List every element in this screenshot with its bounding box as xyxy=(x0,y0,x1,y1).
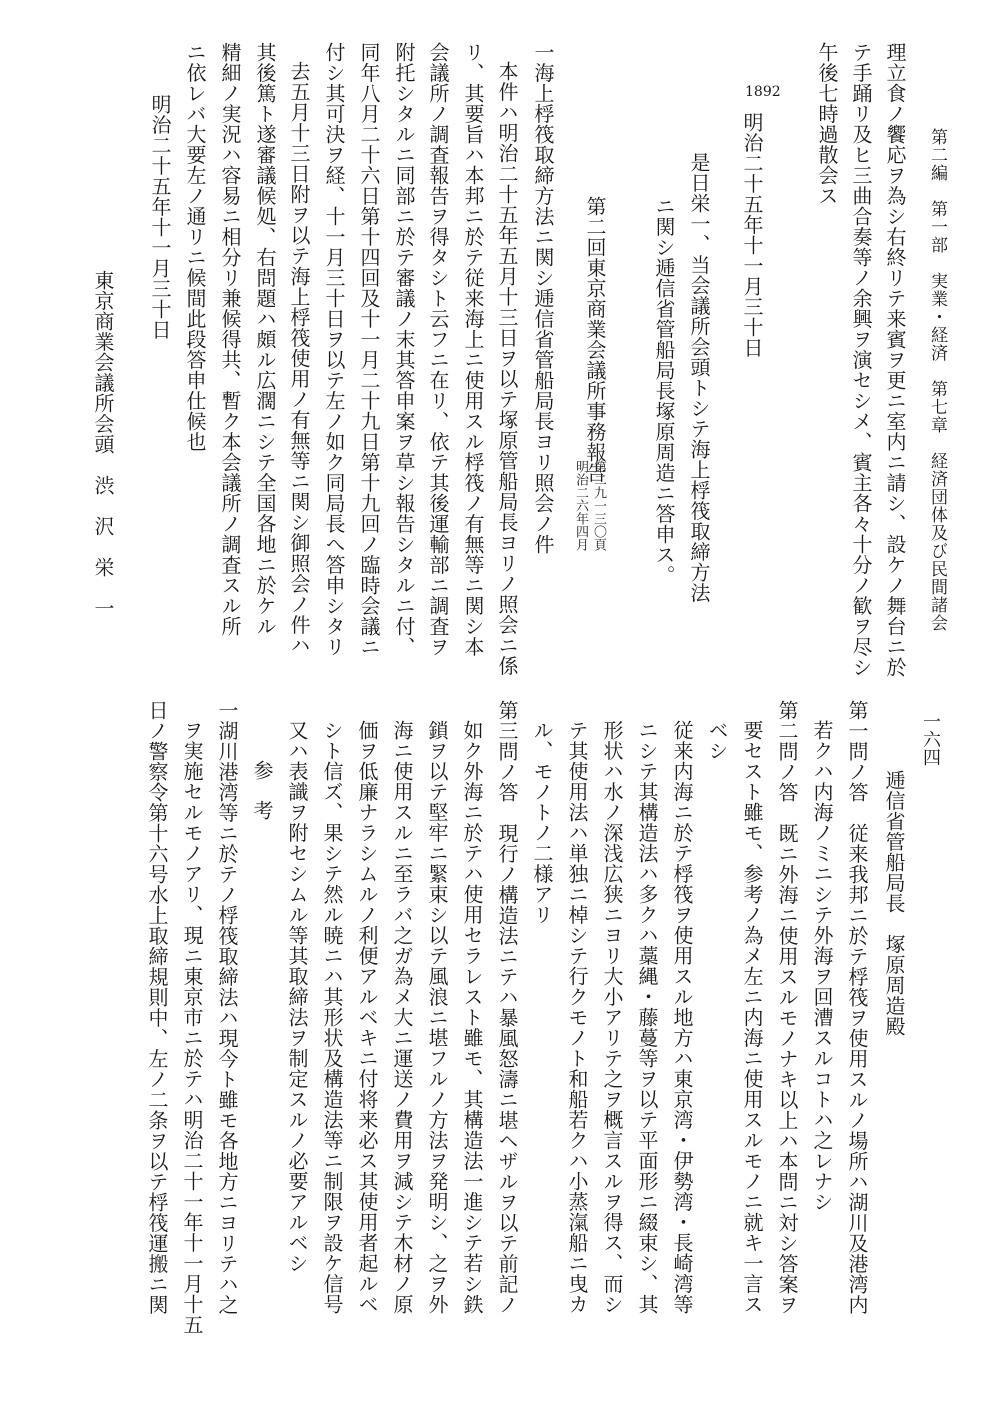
text-line: ニシテ其構造法ハ多クハ藁縄・藤蔓等ヲ以テ平面形ニ綴束シ、其 xyxy=(635,720,659,1315)
text-line: リ、其要旨ハ本邦ニ於テ従来海上ニ使用スル桴筏ノ有無等ニ関シ本 xyxy=(461,42,485,657)
text-line: ル、モノトノ二様アリ xyxy=(530,720,554,925)
text-line: ニ依レバ大要左ノ通リニ候間此段答申仕候也 xyxy=(183,42,207,452)
text-line: 本件ハ明治二十五年五月十三日ヲ以テ塚原管船局長ヨリノ照会ニ係 xyxy=(495,61,519,676)
text-line: テ手踊リ及ヒ三曲合奏等ノ余興ヲ演セシメ、賓主各々十分ノ歓ヲ尽シ xyxy=(849,42,873,678)
text-line: 其後篤ト遂審議候処、右問題ハ頗ル広濶ニシテ全国各地ニ於ケル xyxy=(253,42,277,637)
text-line: 会議所ノ調査報告ヲ得タシト云フニ在リ、依テ其後運輸部ニ調査ヲ xyxy=(426,42,450,657)
text-line: 要セスト雖モ、参考ノ為メ左ニ内海ニ使用スルモノニ就キ一言ス xyxy=(740,720,764,1315)
text-line: 第三問ノ答 現行ノ構造法ニテハ暴風怒濤ニ堪ヘザルヲ以テ前記ノ xyxy=(495,700,519,1315)
text-line: 去五月十三日附ヲ以テ海上桴筏使用ノ有無等ニ関シ御照会ノ件ハ xyxy=(287,61,311,656)
text-line: 如ク外海ニ於テハ使用セラレスト雖モ、其構造法一進シテ若シ鉄 xyxy=(460,720,484,1315)
text-line: 附托シタルニ同部ニ於テ審議ノ末其答申案ヲ草シ報告シタルニ付、 xyxy=(392,42,416,657)
text-line: 海ニ使用スルニ至ラバ之ガ為メ大ニ運送ノ費用ヲ減シテ木材ノ原 xyxy=(390,720,414,1315)
source-note: 明治二六年四月 xyxy=(573,460,588,551)
running-title: 第二編 第一部 実業・経済 第七章 経済団体及び民間諸会 xyxy=(927,128,947,632)
text-line: 鎖ヲ以テ堅牢ニ緊束シ以テ風浪ニ堪フルノ方法ヲ発明シ、之ヲ外 xyxy=(425,720,449,1315)
text-line: 午後七時過散会ス xyxy=(815,42,839,206)
document-title: 第二回東京商業会議所事務報告 xyxy=(583,196,607,483)
text-line: 同年八月二十六日第十四回及十一月二十九日第十九回ノ臨時会議ニ xyxy=(357,42,381,657)
text-line: 第二問ノ答 既ニ外海ニ使用スルモノナキ以上ハ本問ニ対シ答案ヲ xyxy=(775,700,799,1315)
text-line: 従来内海ニ於テ桴筏ヲ使用スル地方ハ東京湾・伊勢湾・長崎湾等 xyxy=(670,720,694,1315)
page-number: 一六四 xyxy=(920,712,941,766)
text-line: 価ヲ低廉ナラシムルノ利便アルベキニ付将来必ス其使用者起ルベ xyxy=(355,720,379,1315)
text-line: 精細ノ実況ハ容易ニ相分リ兼候得共、暫ク本会議所ノ調査スル所 xyxy=(218,42,242,637)
date-heading: 明治二十五年十一月三十日 xyxy=(740,112,764,358)
addressee-line: 逓信省管船局長 塚原周造殿 xyxy=(882,770,906,1037)
text-line: 付シ其可決ヲ経、十一月三十日ヲ以テ左ノ如ク同局長へ答申シタリ xyxy=(322,42,346,657)
signature-line: 東京商業会議所会頭 渋 沢 栄 一 xyxy=(91,270,115,619)
reference-heading: 参 考 xyxy=(250,760,274,820)
text-line: ニ関シ逓信省管船局長塚原周造ニ答申ス。 xyxy=(652,196,676,586)
text-line: 若クハ内海ノミニシテ外海ヲ回漕スルコトハ之レナシ xyxy=(810,720,834,1212)
text-line: 第一問ノ答 従来我邦ニ於テ桴筏ヲ使用スルノ場所ハ湖川及港湾内 xyxy=(845,700,869,1315)
text-line: 又ハ表識ヲ附セシムル等其取締法ヲ制定スルノ必要アルベシ xyxy=(285,720,309,1274)
text-line: シト信ズ、果シテ然ル暁ニハ其形状及構造法等ニ制限ヲ設ケ信号 xyxy=(320,720,344,1315)
text-line: 理立食ノ饗応ヲ為シ右終リテ来賓ヲ更ニ室内ニ請シ、設ケノ舞台ニ於 xyxy=(883,42,907,678)
source-note: 第二九一三〇頁 xyxy=(591,460,606,551)
text-line: テ其使用法ハ単独ニ棹シテ行クモノト和船若クハ小蒸滊船ニ曳カ xyxy=(565,720,589,1315)
text-line: 一湖川港湾等ニ於テノ桴筏取締法ハ現今ト雖モ各地方ニヨリテハ之 xyxy=(215,700,239,1315)
text-line: ベシ xyxy=(705,720,729,761)
text-line: ヲ実施セルモノアリ、現ニ東京市ニ於テハ明治二十一年十一月十五 xyxy=(180,720,204,1335)
text-line: 日ノ警察令第十六号水上取締規則中、左ノ二条ヲ以テ桴筏運搬ニ関 xyxy=(145,700,169,1315)
text-line: 形状ハ水ノ深浅広狭ニヨリ大小アリテ之ヲ概言スルヲ得ス、而シ xyxy=(600,720,624,1315)
year-note: 1892 xyxy=(745,84,781,100)
item-heading: 一海上桴筏取締方法ニ関シ逓信省管船局長ヨリ照会ノ件 xyxy=(531,42,555,555)
text-line: 是日栄一、当会議所会頭トシテ海上桴筏取締方法 xyxy=(687,152,711,603)
date-line: 明治二十五年十一月三十日 xyxy=(148,94,172,340)
